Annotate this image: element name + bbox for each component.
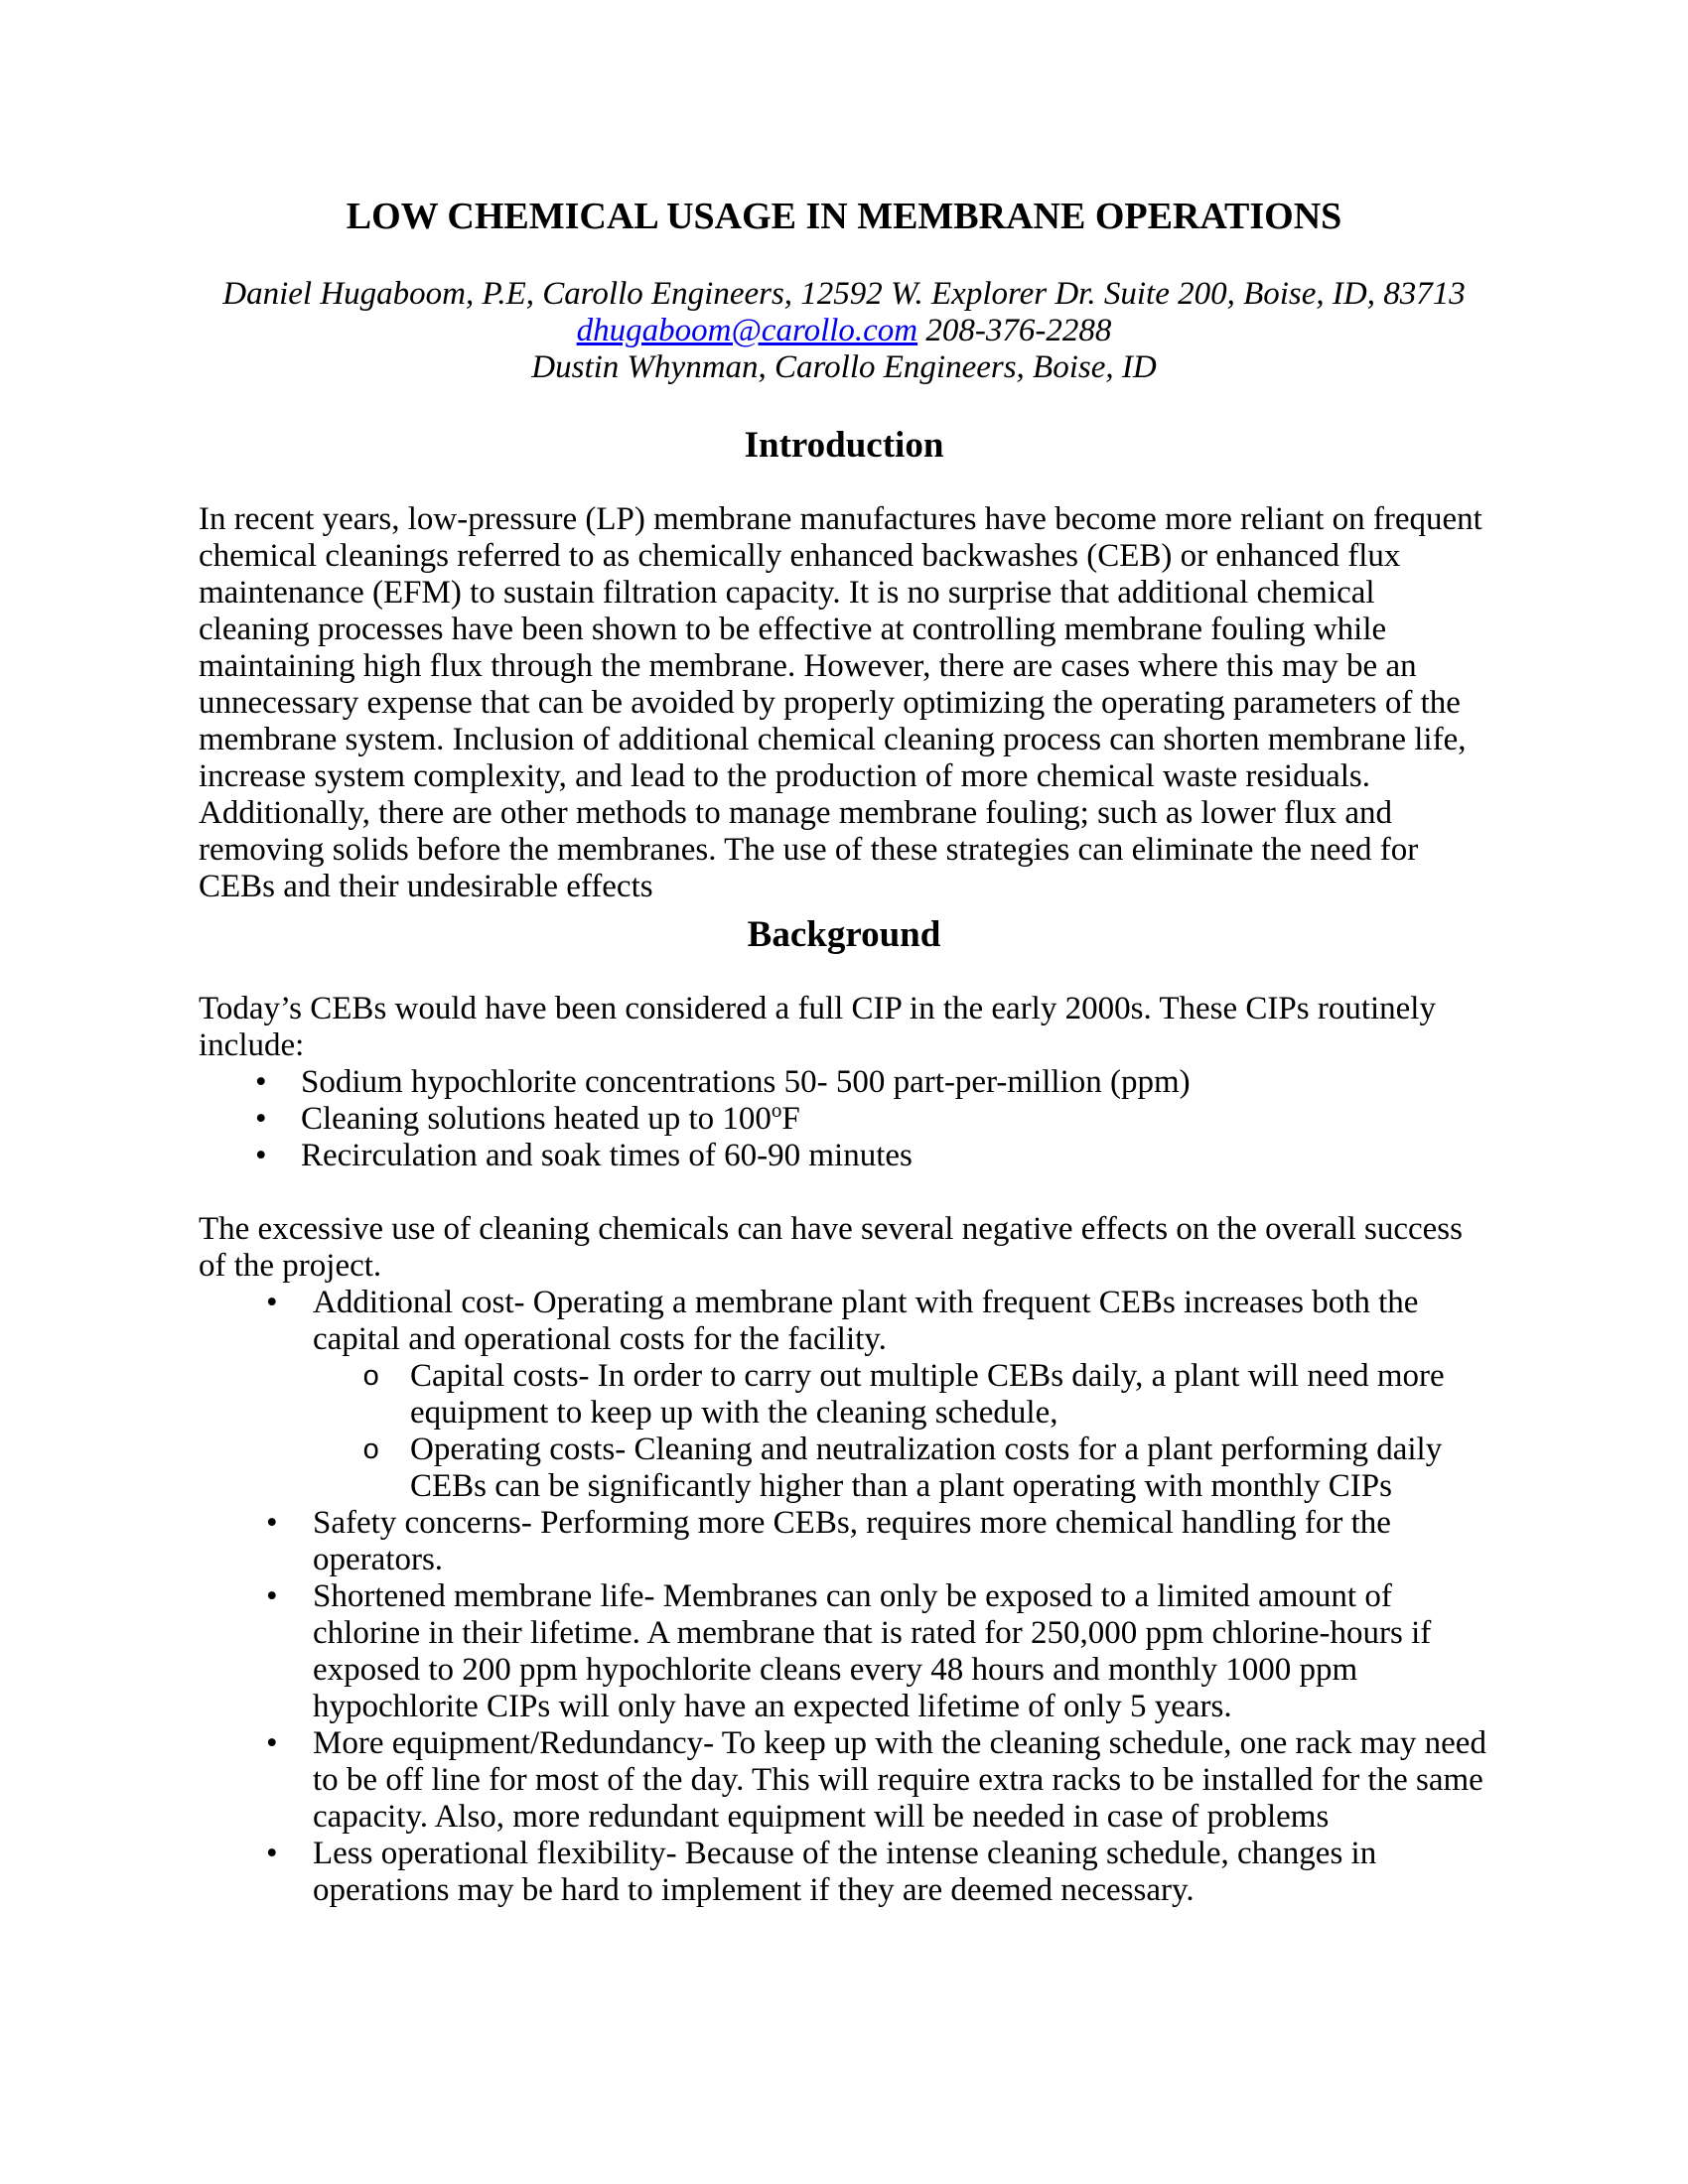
list-item [199,1285,1489,1358]
bullet-disc-icon: • [255,1138,267,1173]
list-item-text-before: Cleaning solutions heated up to 100 [301,1101,772,1137]
list-item [199,1098,1489,1138]
effects-lead-paragraph: The excessive use of cleaning chemicals can have several negative effects on the overall success of the project. [199,1211,1463,1284]
list-item-text: Recirculation and soak times of 60-90 minutes [301,1138,913,1173]
section-heading-introduction: Introduction [744,425,944,466]
list-item-text: Shortened membrane life- Membranes can only be exposed to a limited amount of chlorine in their lifetime. A membrane that is rated for 250,000 ppm chlorine-hours if exposed to 200 ppm hypochlorite cleans every 48 hours and monthly 1000 ppm hypochlorite CIPs will only have an expected lifetime of only 5 years. [313,1578,1432,1724]
list-item-text: More equipment/Redundancy- To keep up with the cleaning schedule, one rack may need to be off line for most of the day. This will require extra racks to be installed for the same capacity. Also, more redundant equipment will be needed in case of problems [313,1725,1486,1835]
sub-list-item-text: Capital costs- In order to carry out multiple CEBs daily, a plant will need more equipment to keep up with the cleaning schedule, [410,1358,1445,1431]
superscript-degree-text: o [771,1098,782,1122]
email-link[interactable]: dhugaboom@carollo.com [576,313,918,348]
list-item-text [301,1098,800,1137]
list-item-text: Safety concerns- Performing more CEBs, requires more chemical handling for the operators. [313,1505,1391,1577]
background-lead-paragraph: Today’s CEBs would have been considered a full CIP in the early 2000s. These CIPs routinely include: [199,991,1436,1063]
cip-list [199,1064,1489,1174]
bullet-disc-icon: • [266,1285,278,1320]
list-item [199,1836,1489,1909]
bullet-disc-icon: • [255,1064,267,1100]
bullet-disc-icon: • [266,1505,278,1541]
bullet-circle-icon: o [362,1361,380,1394]
author-contact-line [199,313,1489,349]
bullet-disc-icon: • [266,1836,278,1871]
list-item [199,1505,1489,1578]
sub-list-item-text: Operating costs- Cleaning and neutralization costs for a plant performing daily CEBs can be significantly higher than a plant operating with monthly CIPs [410,1432,1443,1504]
bullet-disc-icon: • [255,1101,267,1137]
page-title: LOW CHEMICAL USAGE IN MEMBRANE OPERATIONS [346,196,1342,237]
bullet-disc-icon: • [266,1578,278,1614]
introduction-paragraph: In recent years, low-pressure (LP) membrane manufactures have become more reliant on frequent chemical cleanings referred to as chemically enhanced backwashes (CEB) or enhanced flux maintenance (EFM) to sustain filtration capacity. It is no surprise that additional chemical cleaning processes have been shown to be effective at controlling membrane fouling while maintaining high flux through the membrane. However, there are cases where this may be an unnecessary expense that can be avoided by properly optimizing the operating parameters of the membrane system. Inclusion of additional chemical cleaning process can shorten membrane life, increase system complexity, and lead to the production of more chemical waste residuals. Additionally, there are other methods to manage membrane fouling; such as lower flux and removing solids before the membranes. The use of these strategies can eliminate the need for CEBs and their undesirable effects [199,501,1482,904]
sub-list-item [199,1358,1489,1432]
phone-number: 208-376-2288 [925,313,1112,348]
bullet-disc-icon: • [266,1725,278,1761]
section-heading-background: Background [747,914,941,955]
list-item [199,1064,1489,1101]
list-item-text: Additional cost- Operating a membrane plant with frequent CEBs increases both the capital and operational costs for the facility. [313,1285,1419,1357]
list-item [199,1578,1489,1725]
author-line-1: Daniel Hugaboom, P.E, Carollo Engineers, 12592 W. Explorer Dr. Suite 200, Boise, ID, 83713 [222,276,1466,312]
list-item [199,1138,1489,1174]
list-item-text: Less operational flexibility- Because of the intense cleaning schedule, changes in operations may be hard to implement if they are deemed necessary. [313,1836,1377,1908]
sub-list-item [199,1432,1489,1505]
list-item-text-after: F [781,1101,800,1137]
author-line-2: Dustin Whynman, Carollo Engineers, Boise, ID [531,349,1157,385]
bullet-circle-icon: o [362,1434,380,1467]
list-item [199,1725,1489,1836]
blank-line [199,1174,1489,1211]
cost-sub-list [199,1358,1489,1505]
author-block [199,276,1489,386]
effects-list [199,1285,1489,1909]
list-item-text: Sodium hypochlorite concentrations 50- 500 part-per-million (ppm) [301,1064,1191,1100]
